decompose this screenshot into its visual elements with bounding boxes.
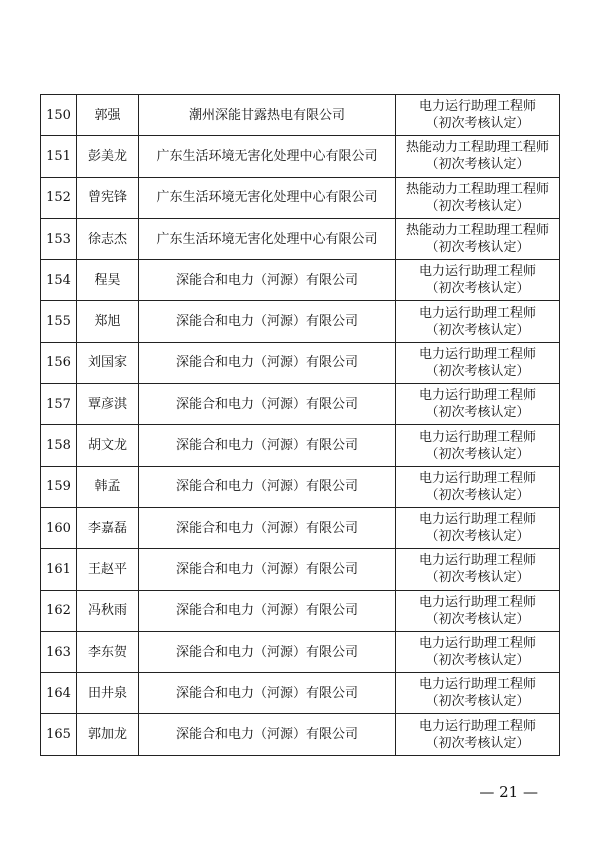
qualification-method: （初次考核认定）	[425, 487, 530, 503]
qualification-cell	[396, 673, 560, 714]
qualification-method: （初次考核认定）	[425, 570, 530, 586]
organization-cell: 潮州深能甘露热电有限公司	[139, 95, 396, 136]
table-row	[41, 673, 560, 714]
organization-cell: 深能合和电力（河源）有限公司	[139, 425, 396, 466]
qualification-title: 热能动力工程助理工程师	[405, 140, 549, 156]
qualification-method: （初次考核认定）	[425, 198, 530, 214]
qualification-cell	[396, 301, 560, 342]
name-cell: 郭强	[77, 95, 139, 136]
qualification-cell	[396, 177, 560, 218]
qualification-method: （初次考核认定）	[425, 281, 530, 297]
qualification-cell	[396, 549, 560, 590]
table-row	[41, 301, 560, 342]
row-number-cell: 155	[41, 301, 77, 342]
table-row	[41, 549, 560, 590]
table-row	[41, 714, 560, 755]
qualification-title: 电力运行助理工程师	[418, 470, 536, 486]
name-cell: 郑旭	[77, 301, 139, 342]
table-row	[41, 590, 560, 631]
organization-cell: 深能合和电力（河源）有限公司	[139, 549, 396, 590]
qualification-cell	[396, 218, 560, 259]
roster-table	[40, 94, 560, 756]
organization-cell: 深能合和电力（河源）有限公司	[139, 714, 396, 755]
row-number-cell: 157	[41, 384, 77, 425]
row-number-cell: 156	[41, 342, 77, 383]
table-row	[41, 466, 560, 507]
qualification-cell	[396, 136, 560, 177]
organization-cell: 深能合和电力（河源）有限公司	[139, 590, 396, 631]
table-row	[41, 425, 560, 466]
name-cell: 王赵平	[77, 549, 139, 590]
qualification-title: 电力运行助理工程师	[418, 264, 536, 280]
qualification-title: 电力运行助理工程师	[418, 512, 536, 528]
row-number-cell: 153	[41, 218, 77, 259]
qualification-cell	[396, 342, 560, 383]
name-cell: 曾宪锋	[77, 177, 139, 218]
qualification-cell	[396, 425, 560, 466]
name-cell: 胡文龙	[77, 425, 139, 466]
qualification-title: 电力运行助理工程师	[418, 305, 536, 321]
qualification-cell	[396, 590, 560, 631]
name-cell: 田井泉	[77, 673, 139, 714]
qualification-title: 电力运行助理工程师	[418, 99, 536, 115]
qualification-cell	[396, 95, 560, 136]
name-cell: 李东贺	[77, 631, 139, 672]
row-number-cell: 160	[41, 507, 77, 548]
name-cell: 程昊	[77, 260, 139, 301]
qualification-title: 电力运行助理工程师	[418, 636, 536, 651]
qualification-title: 电力运行助理工程师	[418, 388, 536, 404]
qualification-method: （初次考核认定）	[425, 735, 530, 751]
table-row	[41, 384, 560, 425]
name-cell: 李嘉磊	[77, 507, 139, 548]
qualification-cell	[396, 507, 560, 548]
organization-cell: 广东生活环境无害化处理中心有限公司	[139, 218, 396, 259]
qualification-title: 电力运行助理工程师	[418, 553, 536, 569]
qualification-title: 电力运行助理工程师	[418, 718, 536, 734]
row-number-cell: 158	[41, 425, 77, 466]
organization-cell: 深能合和电力（河源）有限公司	[139, 466, 396, 507]
name-cell: 郭加龙	[77, 714, 139, 755]
table-row	[41, 342, 560, 383]
organization-cell: 深能合和电力（河源）有限公司	[139, 342, 396, 383]
qualification-method: （初次考核认定）	[425, 694, 530, 710]
qualification-cell	[396, 384, 560, 425]
row-number-cell: 159	[41, 466, 77, 507]
organization-cell: 广东生活环境无害化处理中心有限公司	[139, 136, 396, 177]
qualification-title: 电力运行助理工程师	[418, 429, 536, 445]
row-number-cell: 163	[41, 631, 77, 672]
qualification-title: 热能动力工程助理工程师	[405, 181, 549, 197]
qualification-title: 电力运行助理工程师	[418, 346, 536, 362]
row-number-cell: 151	[41, 136, 77, 177]
qualification-method: （初次考核认定）	[425, 446, 530, 462]
qualification-method: （初次考核认定）	[425, 157, 530, 173]
row-number-cell: 161	[41, 549, 77, 590]
qualification-method: （初次考核认定）	[425, 653, 530, 668]
qualification-method: （初次考核认定）	[425, 240, 530, 256]
qualification-method: （初次考核认定）	[425, 363, 530, 379]
qualification-cell	[396, 631, 560, 672]
organization-cell: 广东生活环境无害化处理中心有限公司	[139, 177, 396, 218]
organization-cell: 深能合和电力（河源）有限公司	[139, 384, 396, 425]
table-row	[41, 218, 560, 259]
roster-table-body	[41, 95, 560, 756]
organization-cell: 深能合和电力（河源）有限公司	[139, 260, 396, 301]
row-number-cell: 164	[41, 673, 77, 714]
page-number: — 21 —	[479, 783, 538, 801]
qualification-cell	[396, 466, 560, 507]
row-number-cell: 154	[41, 260, 77, 301]
organization-cell: 深能合和电力（河源）有限公司	[139, 631, 396, 672]
table-row	[41, 260, 560, 301]
qualification-cell	[396, 714, 560, 755]
row-number-cell: 152	[41, 177, 77, 218]
qualification-method: （初次考核认定）	[425, 529, 530, 545]
qualification-method: （初次考核认定）	[425, 116, 530, 132]
qualification-method: （初次考核认定）	[425, 611, 530, 627]
organization-cell: 深能合和电力（河源）有限公司	[139, 507, 396, 548]
organization-cell: 深能合和电力（河源）有限公司	[139, 673, 396, 714]
qualification-title: 电力运行助理工程师	[418, 594, 536, 610]
name-cell: 彭美龙	[77, 136, 139, 177]
name-cell: 刘国家	[77, 342, 139, 383]
qualification-cell	[396, 260, 560, 301]
table-row	[41, 95, 560, 136]
row-number-cell: 165	[41, 714, 77, 755]
name-cell: 冯秋雨	[77, 590, 139, 631]
table-row	[41, 136, 560, 177]
row-number-cell: 162	[41, 590, 77, 631]
row-number-cell: 150	[41, 95, 77, 136]
name-cell: 覃彦淇	[77, 384, 139, 425]
qualification-method: （初次考核认定）	[425, 322, 530, 338]
qualification-title: 热能动力工程助理工程师	[405, 223, 549, 239]
table-row	[41, 507, 560, 548]
organization-cell: 深能合和电力（河源）有限公司	[139, 301, 396, 342]
table-row	[41, 631, 560, 672]
name-cell: 韩孟	[77, 466, 139, 507]
name-cell: 徐志杰	[77, 218, 139, 259]
table-row	[41, 177, 560, 218]
qualification-method: （初次考核认定）	[425, 405, 530, 421]
qualification-title: 电力运行助理工程师	[418, 677, 536, 693]
